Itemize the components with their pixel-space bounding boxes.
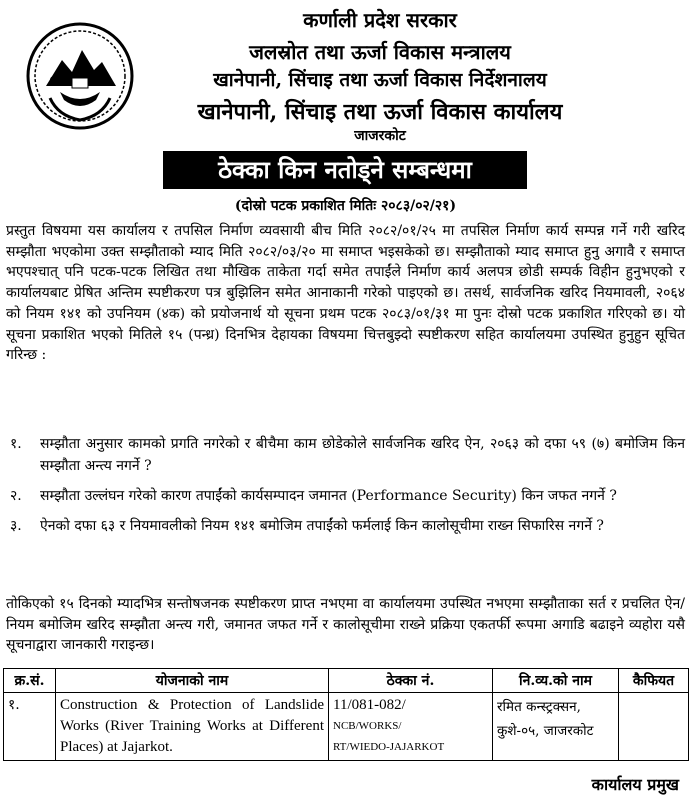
list-item [6,515,685,537]
list-item-text: सम्झौता अनुसार कामको प्रगति नगरेको र बीचैमा काम छोडेकोले सार्वजनिक खरिद ऐन, २०६३ को दफा ५९ (७) बमोजिम किन सम्झौता अन्त्य नगर्ने ? [40,436,685,474]
cell-remarks [619,693,689,761]
header-project-name: योजनाको नाम [56,669,329,693]
notice-title-banner: ठेक्का किन नतोड्ने सम्बन्धमा [163,151,527,189]
contract-no-line: 11/081-082/ [333,697,406,713]
list-item-number: ३. [10,518,22,534]
contractor-address-line: कुशे-०५, जाजरकोट [497,723,594,739]
intro-paragraph: प्रस्तुत विषयमा यस कार्यालय र तपसिल निर्माण व्यवसायी बीच मिति २०८२/०१/२५ मा तपसिल निर्माण कार्य सम्पन्न गर्ने गरी खरिद सम्झौता भएकोमा उक्त सम्झौताको म्याद मिति २०८२/०३/२० मा समाप्त भइसकेको छ। सम्झौताको म्याद समाप्त हुनु अगावै र समाप्त भएपश्चात् पनि पटक-पटक लिखित तथा मौखिक ताकेता गर्दा समेत तपाईंले निर्माण कार्य अलपत्र छोडी सम्पर्क विहीन हुनुभएको र कार्यालयबाट प्रेषित अन्तिम स्पष्टीकरण पत्र बुझिलिन समेत आनाकानी गरेको पाइएको छ। तसर्थ, सार्वजनिक खरिद नियमावली, २०६४ को नियम १४१ को उपनियम (४क) को प्रयोजनार्थ यो सूचना प्रथम पटक २०८३/०१/३१ मा पुनः दोस्रो पटक प्रकाशित गरिएको छ। यो सूचना प्रकाशित भएको मितिले १५ (पन्ध्र) दिनभित्र देहायका विषयमा चित्तबुझ्दो स्पष्टीकरण सहित कार्यालयमा उपस्थित हुनुहुन सूचित गरिन्छ : [6,223,685,364]
contract-no-line: NCB/WORKS/ [333,720,402,732]
question-list [6,433,685,545]
cell-serial: १. [4,693,56,761]
list-item-text: ऐनको दफा ६३ र नियमावलीको नियम १४१ बमोजिम तपाईंको फर्मलाई किन कालोसूचीमा राख्न सिफारिस नगर्ने ? [40,518,604,534]
header-serial: क्र.सं. [4,669,56,693]
publication-date: (दोस्रो पटक प्रकाशित मितिः २०८३/०२/२१) [234,198,457,214]
header-remarks: कैफियत [619,669,689,693]
table-row [4,693,689,761]
government-emblem [24,20,136,130]
contract-table [3,668,689,761]
contractor-name-line: रमित कन्स्ट्रक्सन, [497,699,581,715]
list-item-number: १. [10,436,22,452]
header-contract-no: ठेक्का नं. [329,669,493,693]
office-chief-signature: कार्यालय प्रमुख [591,775,679,794]
contract-no-line: RT/WIEDO-JAJARKOT [333,741,445,753]
closing-paragraph: तोकिएको १५ दिनको म्यादभित्र सन्तोषजनक स्पष्टीकरण प्राप्त नभएमा वा कार्यालयमा उपस्थित नभएमा सम्झौताका सर्त र प्रचलित ऐन/नियम बमोजिम खरिद सम्झौता अन्त्य गरी, जमानत जफत गर्ने र कालोसूचीमा राख्ने प्रक्रिया एकतर्फी रूपमा अगाडि बढाइने व्यहोरा यसै सूचनाद्वारा जानकारी गराइन्छ। [6,596,685,653]
office-name: खानेपानी, सिंचाइ तथा ऊर्जा विकास कार्यालय [197,99,563,125]
cell-contractor-name [493,693,619,761]
cell-project-name: Construction & Protection of Landslide Works (River Training Works at Different Places) at Jajarkot. [56,693,329,761]
list-item [6,433,685,477]
table-header-row [4,669,689,693]
list-item [6,485,685,507]
header-contractor-name: नि.व्य.को नाम [493,669,619,693]
cell-contract-no [329,693,493,761]
list-item-number: २. [10,488,22,504]
list-item-text: सम्झौता उल्लंघन गरेको कारण तपाईंको कार्यसम्पादन जमानत (Performance Security) किन जफत नगर्ने ? [40,488,617,504]
ministry-name: जलस्रोत तथा ऊर्जा विकास मन्त्रालय [249,40,511,64]
government-name: कर्णाली प्रदेश सरकार [303,8,457,32]
directorate-name: खानेपानी, सिंचाइ तथा ऊर्जा विकास निर्देशनालय [213,69,547,91]
office-location: जाजरकोट [354,128,406,144]
